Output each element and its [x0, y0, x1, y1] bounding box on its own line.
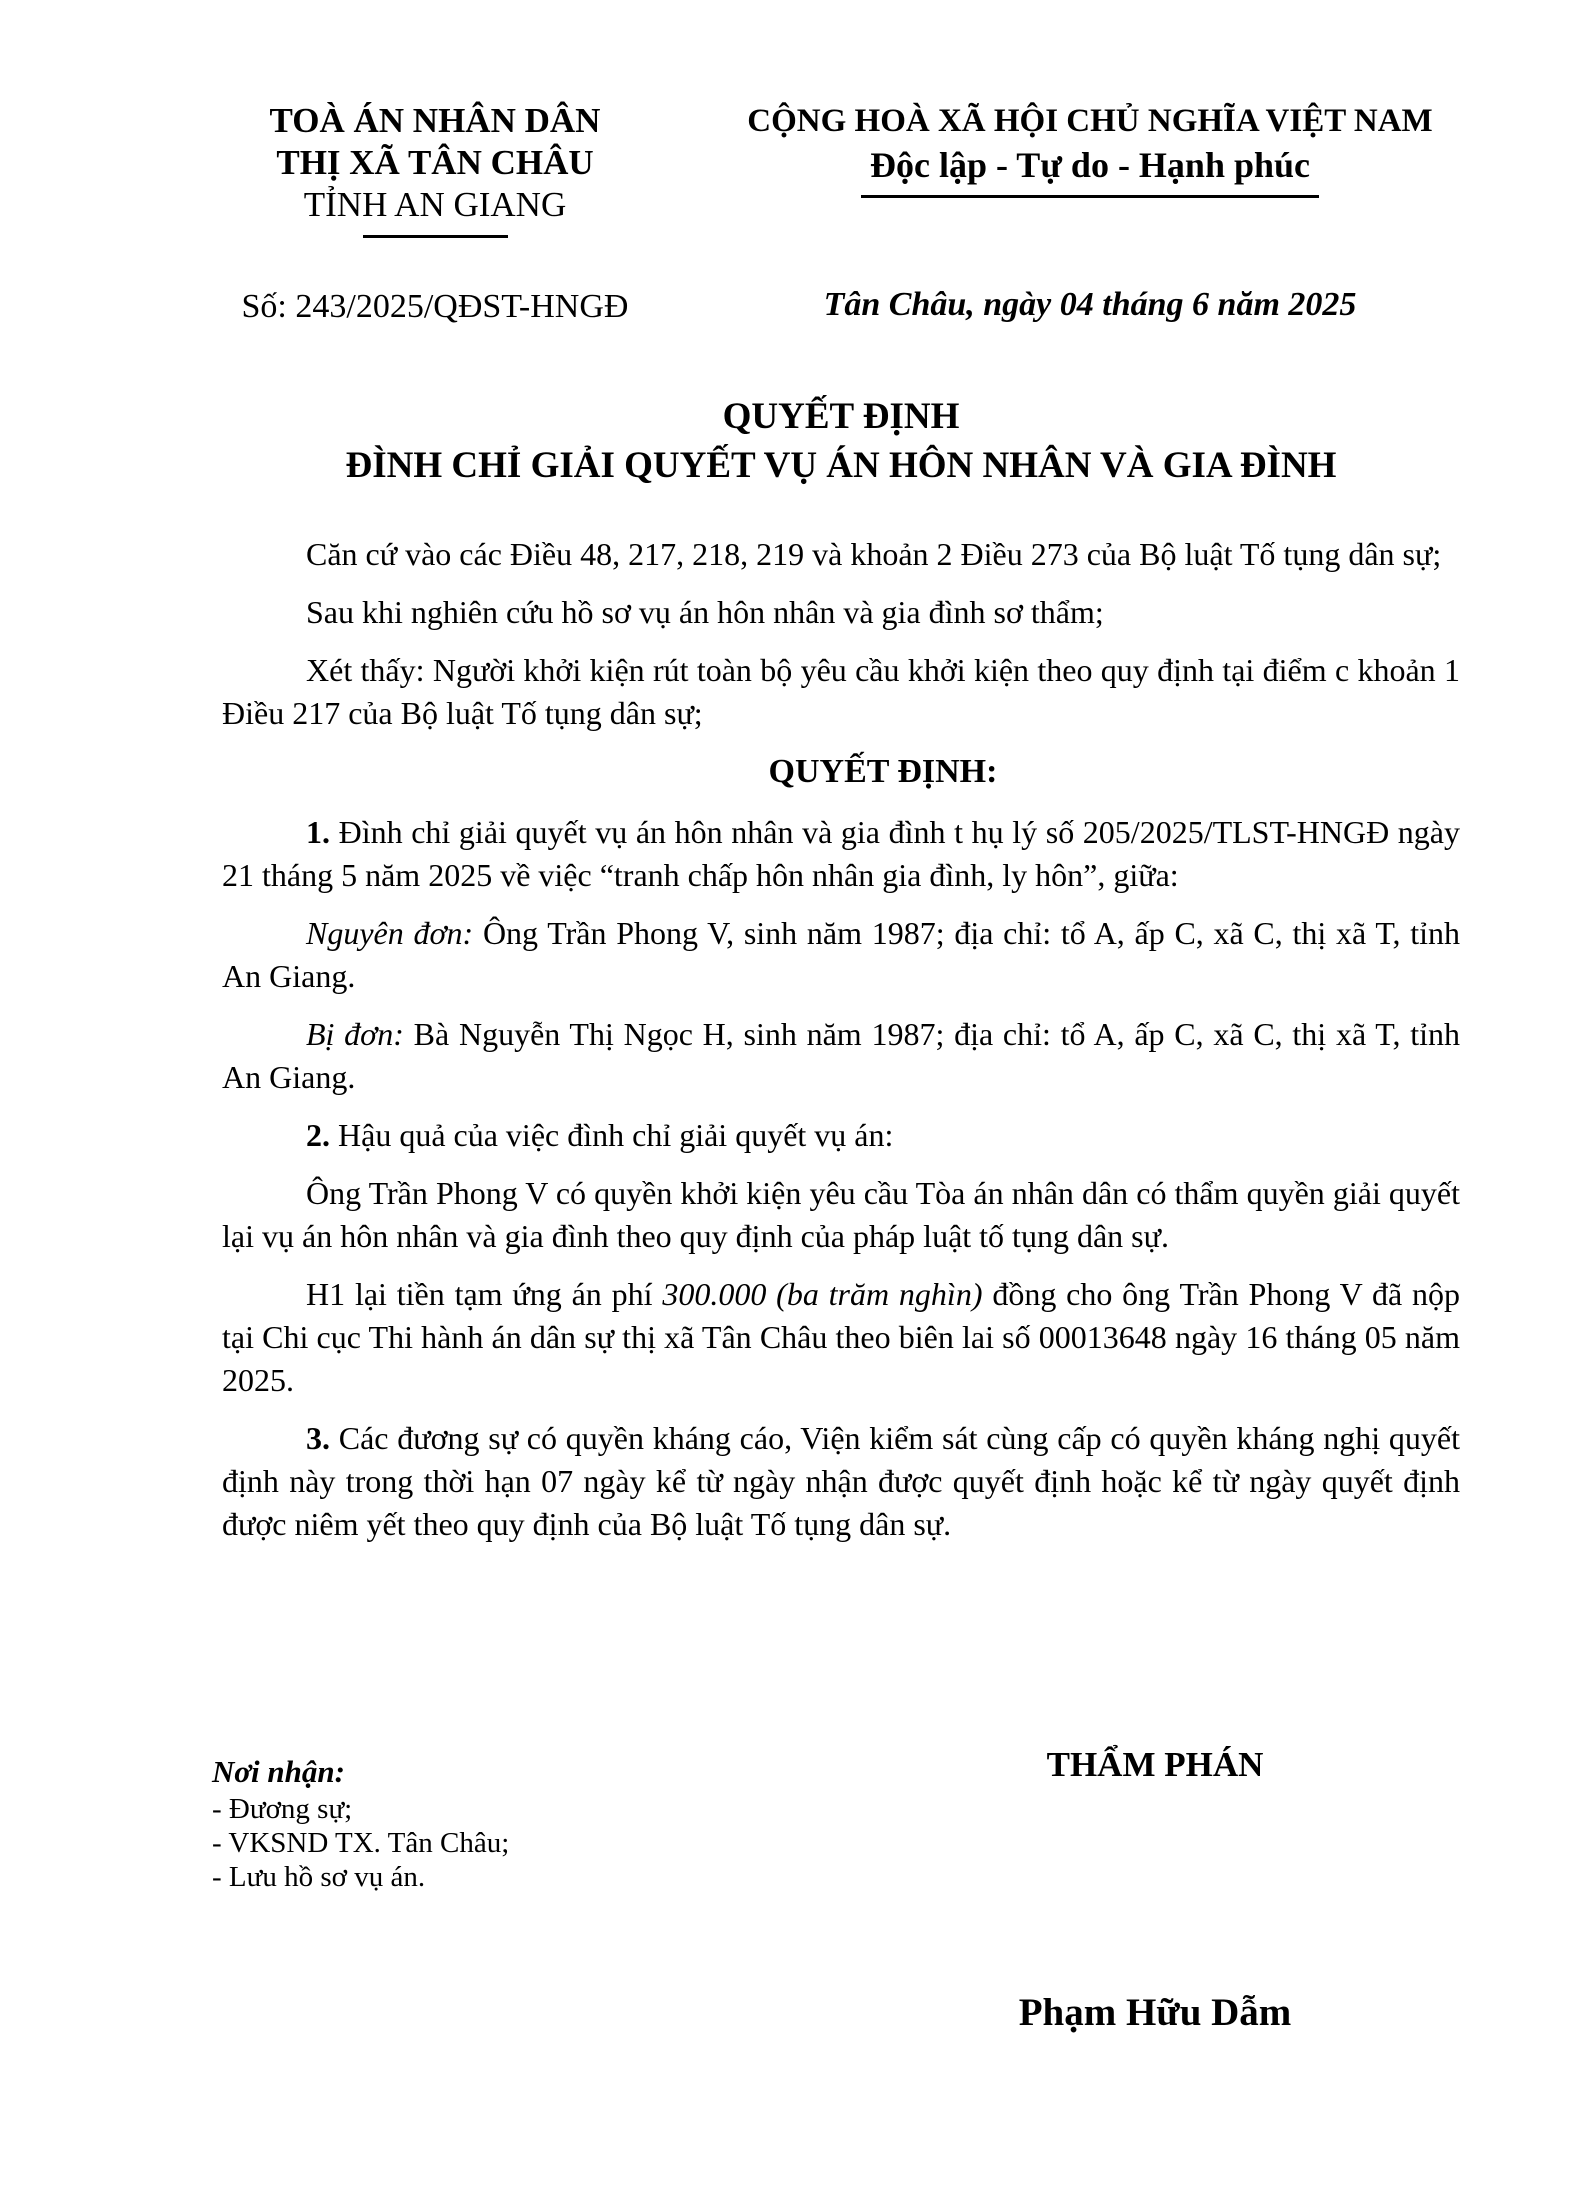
court-header-block [220, 100, 650, 238]
recipients-block [212, 1752, 509, 1894]
issue-date-line: Tân Châu, ngày 04 tháng 6 năm 2025 [823, 286, 1357, 323]
article-2-number: 2. [306, 1117, 330, 1153]
court-divider-rule [363, 235, 508, 238]
article-2-text: Hậu quả của việc đình chỉ giải quyết vụ án: [330, 1117, 894, 1153]
signer-name: Phạm Hữu Dẫm [1018, 1991, 1292, 2034]
article-1-text: Đình chỉ giải quyết vụ án hôn nhân và gia đình t hụ lý số 205/2025/TLST-HNGĐ ngày 21 tháng 5 năm 2025 về việc “tranh chấp hôn nhân gia đình, ly hôn”, giữa: [222, 814, 1460, 893]
preamble-finding: Xét thấy: Người khởi kiện rút toàn bộ yêu cầu khởi kiện theo quy định tại điểm c khoản 1 Điều 217 của Bộ luật Tố tụng dân sự; [222, 652, 1460, 731]
defendant-details: Bà Nguyễn Thị Ngọc H, sinh năm 1987; địa chỉ: tổ A, ấp C, xã C, thị xã T, tỉnh An Giang. [222, 1016, 1461, 1095]
article-1 [222, 811, 1460, 897]
article-2 [222, 1114, 1460, 1157]
article-3-text: Các đương sự có quyền kháng cáo, Viện kiểm sát cùng cấp có quyền kháng nghị quyết định này trong thời hạn 07 ngày kể từ ngày nhận được quyết định hoặc kể từ ngày quyết định được niêm yết theo quy định của Bộ luật Tố tụng dân sự. [222, 1420, 1460, 1542]
article-3 [222, 1417, 1460, 1546]
document-body [222, 533, 1460, 1561]
document-title: QUYẾT ĐỊNH [722, 396, 960, 437]
defendant-paragraph [222, 1013, 1460, 1099]
refund-text-post: đồng cho ông Trần Phong V đã nộp tại Chi cục Thi hành án dân sự thị xã Tân Châu theo biên lai số 00013648 ngày 16 tháng 05 năm 2025. [222, 1276, 1461, 1398]
article-2-consequence: Ông Trần Phong V có quyền khởi kiện yêu cầu Tòa án nhân dân có thẩm quyền giải quyết lại vụ án hôn nhân và gia đình theo quy định của pháp luật tố tụng dân sự. [222, 1175, 1460, 1254]
recipient-item-parties: - Đương sự; [212, 1793, 353, 1825]
court-name-line2: THỊ XÃ TÂN CHÂU [276, 143, 594, 182]
article-3-number: 3. [306, 1420, 330, 1456]
refund-amount: 300.000 (ba trăm nghìn) [662, 1276, 983, 1312]
recipient-item-case-file: - Lưu hồ sơ vụ án. [212, 1861, 426, 1893]
plaintiff-details: Ông Trần Phong V, sinh năm 1987; địa chỉ: tổ A, ấp C, xã C, thị xã T, tỉnh An Giang. [222, 915, 1461, 994]
plaintiff-paragraph [222, 912, 1460, 998]
signer-title: THẨM PHÁN [1046, 1745, 1264, 1784]
document-subtitle: ĐÌNH CHỈ GIẢI QUYẾT VỤ ÁN HÔN NHÂN VÀ GIA ĐÌNH [345, 445, 1337, 486]
court-name-line3: TỈNH AN GIANG [303, 185, 567, 224]
national-header-block [720, 100, 1460, 198]
recipient-item-procuracy: - VKSND TX. Tân Châu; [212, 1827, 510, 1859]
signature-block [985, 1744, 1325, 2035]
national-motto: Độc lập - Tự do - Hạnh phúc [869, 145, 1311, 185]
national-divider-rule [861, 195, 1319, 198]
court-name-line1: TOÀ ÁN NHÂN DÂN [269, 101, 601, 140]
plaintiff-label: Nguyên đơn: [306, 915, 474, 951]
article-1-number: 1. [306, 814, 330, 850]
recipients-label: Nơi nhận: [212, 1754, 345, 1789]
preamble-legal-basis: Căn cứ vào các Điều 48, 217, 218, 219 và khoản 2 Điều 273 của Bộ luật Tố tụng dân sự; [306, 536, 1442, 572]
refund-text-pre: H1 lại tiền tạm ứng án phí [306, 1276, 663, 1312]
defendant-label: Bị đơn: [306, 1016, 404, 1052]
document-title-block [222, 392, 1460, 490]
refund-paragraph [222, 1273, 1460, 1402]
case-number: Số: 243/2025/QĐST-HNGĐ [241, 288, 629, 325]
preamble-review: Sau khi nghiên cứu hồ sơ vụ án hôn nhân và gia đình sơ thẩm; [306, 594, 1104, 630]
decision-heading: QUYẾT ĐỊNH: [768, 753, 998, 790]
national-title: CỘNG HOÀ XÃ HỘI CHỦ NGHĨA VIỆT NAM [747, 103, 1433, 139]
